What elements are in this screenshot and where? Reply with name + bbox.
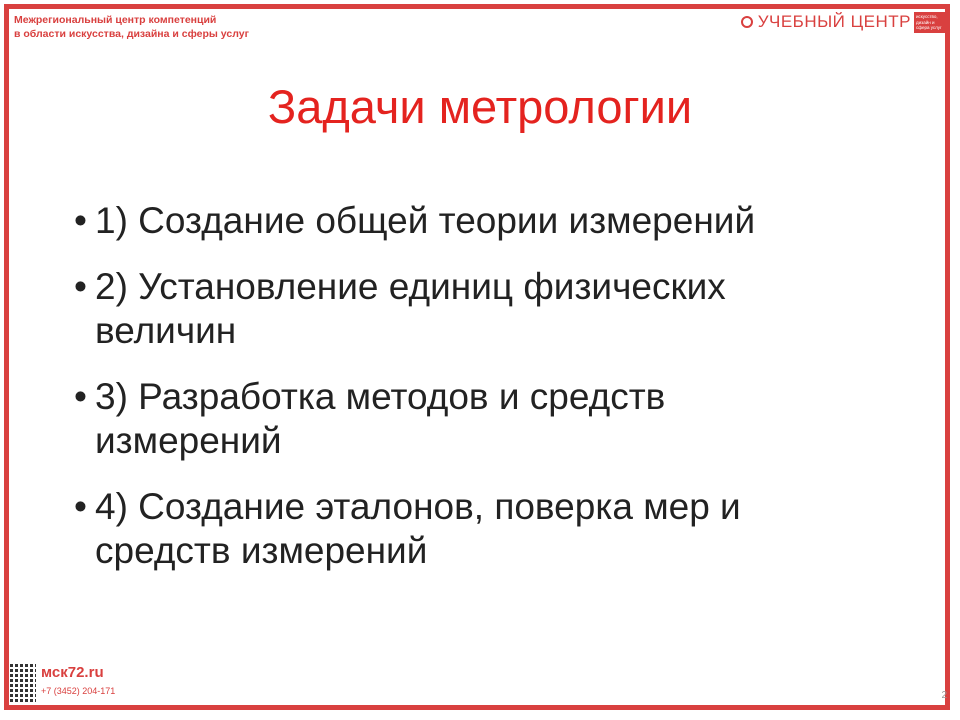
list-item: • 1) Создание общей теории измерений (74, 199, 814, 243)
org-line-1: Межрегиональный центр компетенций (14, 14, 217, 26)
logo-text: УЧЕБНЫЙ ЦЕНТР (757, 12, 911, 32)
slide-title: Задачи метрологии (267, 80, 693, 133)
org-line-2: в области искусства, дизайна и сферы услуг (14, 28, 249, 40)
logo-subtitle: искусство, дизайн и сфера услуг (914, 12, 948, 33)
website-link[interactable]: мск72.ru (41, 664, 104, 681)
list-item: • 4) Создание эталонов, поверка мер и средств измерений (74, 485, 814, 573)
footer (10, 664, 115, 702)
list-item: • 3) Разработка методов и средств измерений (74, 375, 814, 463)
organization-header (14, 13, 249, 41)
training-center-logo (741, 12, 948, 33)
page-number: 2 (941, 690, 947, 701)
task-list (74, 199, 814, 595)
phone-number: +7 (3452) 204-171 (41, 686, 116, 696)
qr-code-icon (10, 664, 36, 702)
ring-logo-icon (741, 16, 753, 28)
list-item: • 2) Установление единиц физических величин (74, 265, 814, 353)
